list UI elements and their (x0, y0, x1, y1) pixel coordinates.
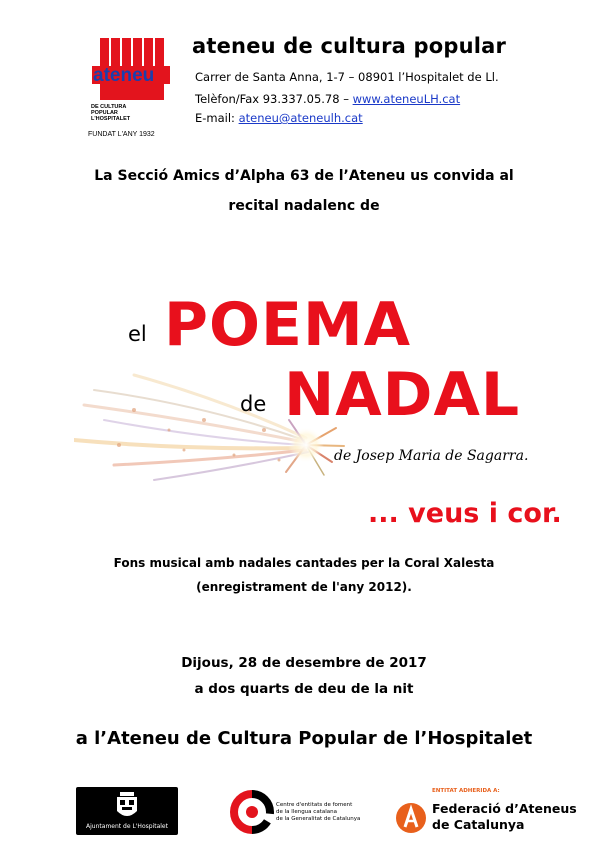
author: de Josep Maria de Sagarra. (334, 448, 529, 464)
event-venue: a l’Ateneu de Cultura Popular de l’Hospitalet (75, 728, 533, 749)
svg-text:FUNDAT L'ANY 1932: FUNDAT L'ANY 1932 (88, 131, 155, 138)
title-el: el (128, 322, 147, 346)
phone-label: Telèfon/Fax 93.337.05.78 – (195, 92, 353, 106)
music-line-1: Fons musical amb nadales cantades per la Coral Xalesta (113, 556, 495, 570)
federacio-subtitle: ENTITAT ADHERIDA A: (432, 788, 500, 794)
cpnl-label: Centre d'entitats de foment de la llengua catalana de la Generalitat de Catalunya (276, 802, 361, 822)
federacio-logo-icon (395, 802, 427, 834)
logo-word: ateneu (93, 65, 155, 86)
svg-text:L'HOSPITALET: L'HOSPITALET (91, 116, 131, 122)
phone-line (195, 92, 460, 106)
email-line (195, 111, 363, 125)
ateneu-logo (88, 38, 178, 138)
ajuntament-logo (76, 787, 178, 835)
coat-of-arms-icon (76, 789, 178, 825)
ajuntament-label: Ajuntament de L'Hospitalet (86, 823, 168, 830)
svg-text:POPULAR: POPULAR (91, 110, 118, 116)
address: Carrer de Santa Anna, 1-7 – 08901 l’Hospitalet de Ll. (195, 70, 499, 84)
music-line-2: (enregistrament de l'any 2012). (196, 580, 412, 594)
cpnl-logo-icon (230, 790, 274, 834)
title-nadal: NADAL (284, 360, 521, 430)
title-de: de (240, 392, 267, 416)
email-link[interactable]: ateneu@ateneulh.cat (238, 111, 363, 125)
email-label: E-mail: (195, 111, 239, 125)
event-time: a dos quarts de deu de la nit (194, 681, 414, 697)
federacio-name-1: Federació d’Ateneus (432, 801, 577, 816)
svg-text:DE CULTURA: DE CULTURA (91, 104, 127, 110)
website-link[interactable]: www.ateneuLH.cat (352, 92, 461, 106)
federacio-name-2: de Catalunya (432, 817, 525, 832)
org-name: ateneu de cultura popular (192, 34, 507, 58)
title-poema: POEMA (164, 290, 412, 360)
invitation-line-2: recital nadalenc de (228, 198, 380, 214)
tagline: ... veus i cor. (368, 498, 562, 529)
invitation-line-1: La Secció Amics d’Alpha 63 de l’Ateneu us convida al (94, 168, 514, 184)
event-date: Dijous, 28 de desembre de 2017 (181, 655, 427, 671)
